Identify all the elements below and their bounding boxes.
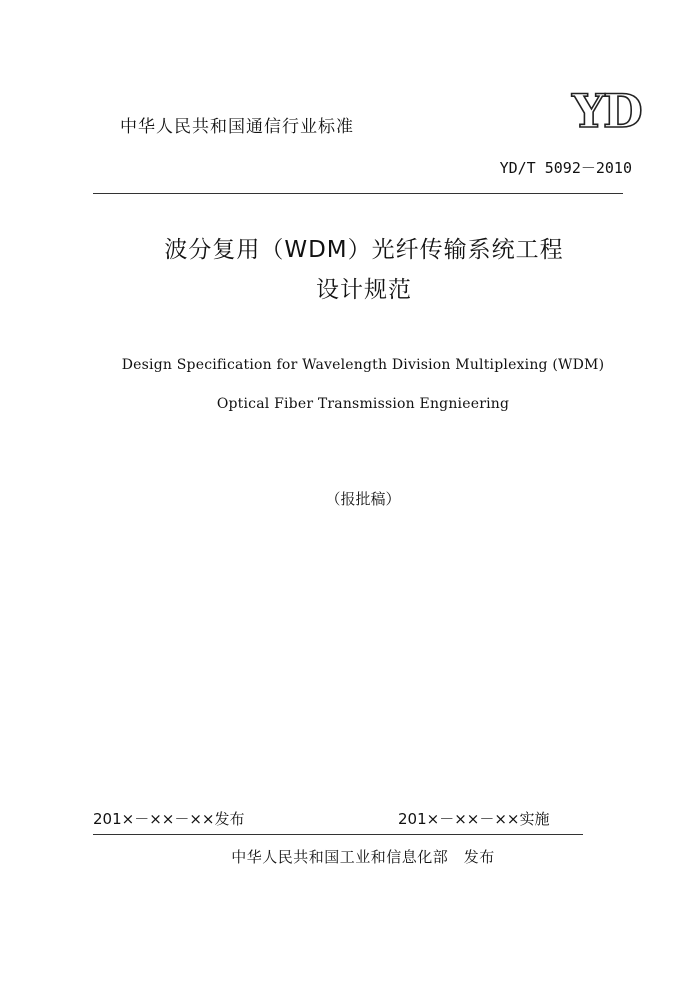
standard-number: YD/T 5092－2010 bbox=[499, 159, 632, 177]
implementation-date: 201×－××－××实施 bbox=[398, 810, 550, 828]
issue-date: 201×－××－××发布 bbox=[93, 810, 245, 828]
draft-status-label: （报批稿） bbox=[325, 490, 401, 508]
title-cn-line1: 波分复用（WDM）光纤传输系统工程 bbox=[164, 237, 564, 263]
title-en-line2: Optical Fiber Transmission Engnieering bbox=[216, 396, 510, 412]
header-divider bbox=[93, 193, 623, 194]
title-cn-line2: 设计规范 bbox=[316, 277, 412, 303]
issuing-body-name: 中华人民共和国通信行业标准 bbox=[120, 117, 354, 137]
footer-divider bbox=[93, 834, 583, 835]
title-en-line1: Design Specification for Wavelength Division Multiplexing (WDM) bbox=[121, 357, 605, 373]
publisher-line: 中华人民共和国工业和信息化部 发布 bbox=[231, 848, 495, 866]
yd-logo: YD bbox=[572, 84, 641, 138]
